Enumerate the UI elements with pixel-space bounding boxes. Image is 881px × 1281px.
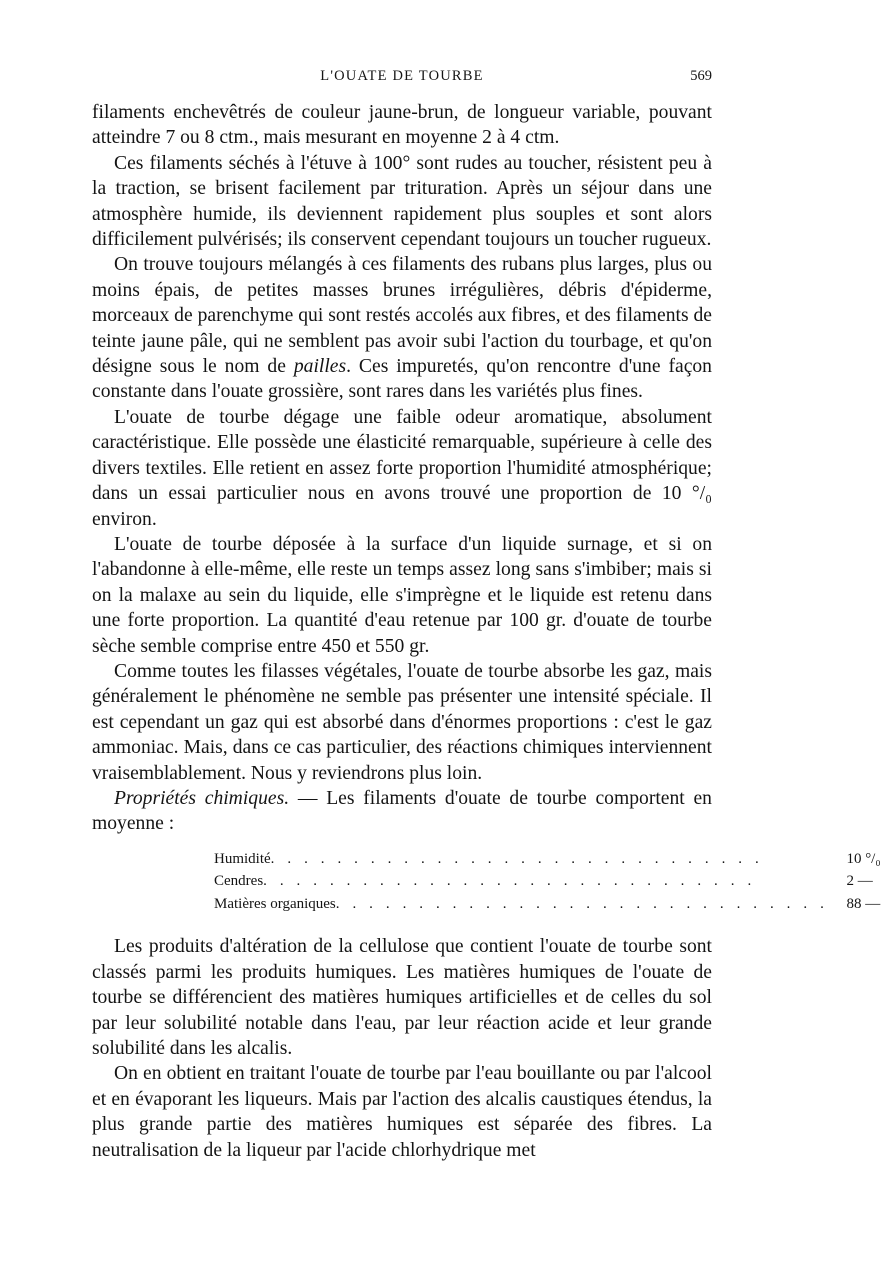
paragraph-4: L'ouate de tourbe dégage une faible odeur aromatique, absolument caractéristique. Elle possède une élasticité remarquable, supérieure à celle des divers textiles. Elle retient en assez forte proportion l'humidité atmosphérique; dans un essai particulier nous en avons trouvé une proportion de 10 °/₀ environ. bbox=[92, 406, 712, 530]
section-heading: Propriétés chimiques. bbox=[114, 787, 290, 809]
paragraph-3 bbox=[92, 252, 712, 404]
composition-label-cell bbox=[214, 870, 828, 893]
composition-value: 10 °/₀ bbox=[846, 850, 881, 867]
dot-leader: . . . . . . . . . . . . . . . . . . . . . . . . . . . . . . bbox=[263, 873, 756, 890]
composition-row bbox=[214, 848, 881, 871]
paragraph-9: On en obtient en traitant l'ouate de tourbe par l'eau bouillante ou par l'alcool et en évaporant les liqueurs. Mais par l'action des alcalis caustiques étendus, la plus grande partie des matières humiques est séparée des fibres. La neutralisation de la liqueur par l'acide chlorhydrique met bbox=[92, 1063, 712, 1161]
paragraph-1: filaments enchevêtrés de couleur jaune-brun, de longueur variable, pouvant atteindre 7 ou 8 ctm., mais mesurant en moyenne 2 à 4 ctm. bbox=[92, 102, 712, 149]
paragraph-5: L'ouate de tourbe déposée à la surface d'un liquide surnage, et si on l'abandonne à elle-même, elle reste un temps assez long sans s'imbiber; mais si on la malaxe au sein du liquide, elle s'imprègne et le liquide est retenu dans une forte proportion. La quantité d'eau retenue par 100 gr. d'ouate de tourbe sèche semble comprise entre 450 et 550 gr. bbox=[92, 533, 712, 657]
paragraph-3-text-b: . Ces impuretés, qu'on rencontre d'une façon constante dans l'ouate grossière, sont rares dans les variétés plus fines. bbox=[92, 356, 712, 403]
paragraph-7 bbox=[92, 786, 712, 837]
paragraph-7-text: — Les filaments d'ouate de tourbe comportent en moyenne : bbox=[92, 787, 712, 835]
composition-value: 88 — bbox=[846, 895, 881, 912]
paragraph-2: Ces filaments séchés à l'étuve à 100° sont rudes au toucher, résistent peu à la traction, se brisent facilement par trituration. Après un séjour dans une atmosphère humide, ils deviennent rapidement plus souples et sont alors difficilement pulvérisés; ils conservent cependant toujours un toucher rugueux. bbox=[92, 152, 712, 251]
composition-label: Humidité bbox=[214, 850, 271, 867]
paragraph-8: Les produits d'altération de la cellulose que contient l'ouate de tourbe sont classés parmi les produits humiques. Les matières humiques de l'ouate de tourbe se différencient des matières humiques artificielles et de celles du sol par leur solubilité notable dans l'eau, par leur réaction acide et leur grande solubilité dans les alcalis. bbox=[92, 936, 712, 1059]
running-header bbox=[92, 68, 712, 92]
composition-label-cell bbox=[214, 893, 828, 916]
composition-label: Matières organiques bbox=[214, 895, 336, 912]
paragraph-6: Comme toutes les filasses végétales, l'ouate de tourbe absorbe les gaz, mais généralement le phénomène ne semble pas présenter une intensité spéciale. Il est cependant un gaz qui est absorbé dans d'énormes proportions : c'est le gaz ammoniac. Mais, dans ce cas particulier, des réactions chimiques interviennent vraisemblablement. Nous y reviendrons plus loin. bbox=[92, 660, 712, 784]
composition-value: 2 — bbox=[846, 873, 873, 890]
dot-leader: . . . . . . . . . . . . . . . . . . . . . . . . . . . . . . bbox=[335, 895, 829, 912]
composition-label: Cendres bbox=[214, 873, 264, 890]
term-pailles: pailles bbox=[293, 356, 347, 378]
composition-table bbox=[214, 848, 881, 916]
paragraph-3-text-a: On trouve toujours mélangés à ces filaments des rubans plus larges, plus ou moins épais, de petites masses brunes irrégulières, débris d'épiderme, morceaux de parenchyme qui sont restés accolés aux fibres, et des filaments de teinte jaune pâle, qui ne semblent pas avoir subi l'action du tourbage, et qu'on désigne sous le nom de bbox=[92, 254, 712, 378]
running-title: L'OUATE DE TOURBE bbox=[320, 68, 484, 84]
composition-row bbox=[214, 893, 881, 916]
composition-row bbox=[214, 870, 881, 893]
composition-label-cell bbox=[214, 848, 828, 871]
page-number: 569 bbox=[690, 68, 712, 84]
page-body bbox=[92, 100, 881, 1163]
dot-leader: . . . . . . . . . . . . . . . . . . . . . . . . . . . . . . bbox=[270, 850, 764, 867]
